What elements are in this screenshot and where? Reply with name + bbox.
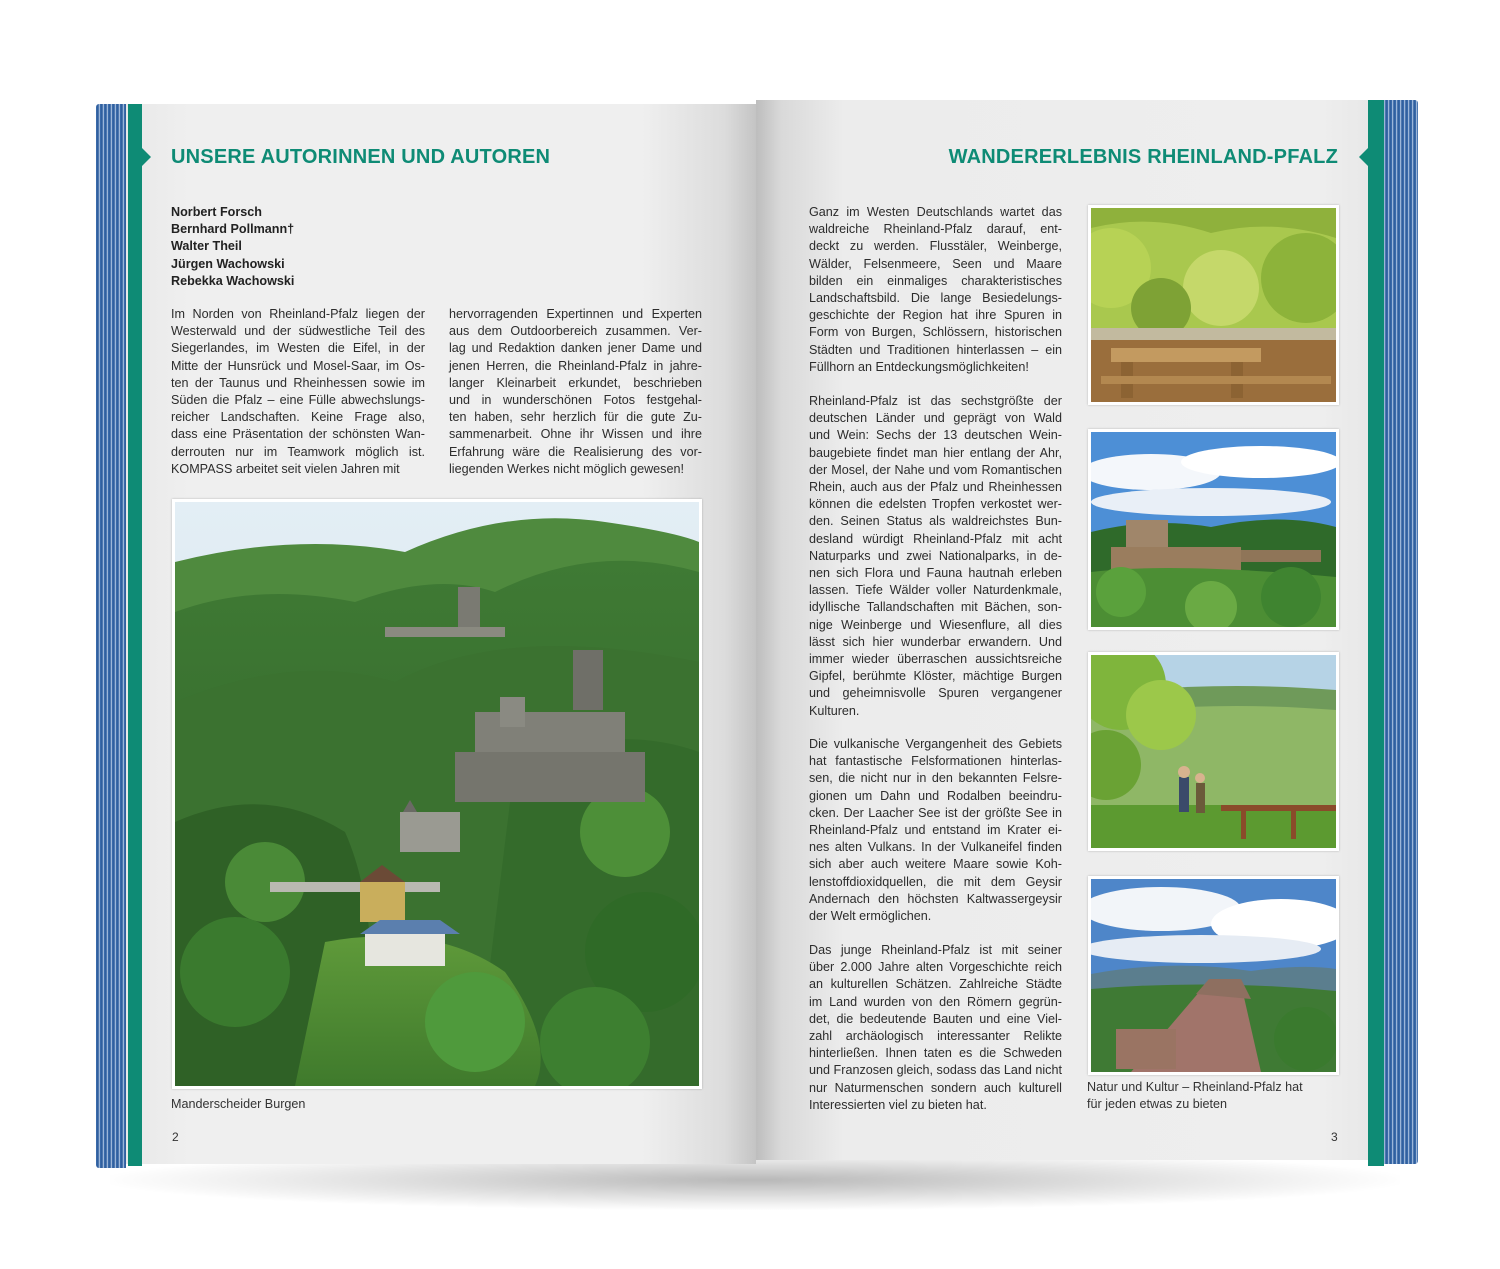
text-line: bilden ein einmaliges charakteristisches: [809, 273, 1062, 288]
text-line: Das junge Rheinland-Pfalz ist mit seiner: [809, 943, 1062, 957]
text-line: Landschaftsbild. Die lange Besiedelungs-: [809, 291, 1062, 306]
intro-column-1: [171, 306, 425, 478]
text-line: können die edelsten Tropfen verkostet wer-: [809, 497, 1062, 512]
text-line: Wälder, Felsenmeere, Seen und Maare: [809, 256, 1062, 271]
text-line: Rheinland-Pfalz ist das sechstgrößte der: [809, 394, 1062, 408]
text-line: über 2.000 Jahre alten Vorgeschichte reich: [809, 960, 1062, 975]
text-line: hinterließen. Ihnen taten es die Schweden: [809, 1046, 1062, 1061]
text-line: der Mosel, der Nahe und vom Romantischen: [809, 462, 1062, 477]
text-line: ten haben, sehr herzlich für die gute Zu-: [449, 410, 702, 425]
author-item: Bernhard Pollmann†: [171, 222, 295, 237]
text-line: idyllische Tallandschaften mit Bächen, son-: [809, 600, 1062, 615]
text-line: KOMPASS arbeitet seit vielen Jahren mit: [171, 461, 400, 476]
heading-marker-right: [1359, 148, 1368, 166]
text-line: desland würdigt Rheinland-Pfalz mit acht: [809, 531, 1062, 546]
text-line: langer Kleinarbeit erkundet, beschrieben: [449, 375, 702, 390]
text-line: für jeden etwas zu bieten: [1087, 1097, 1228, 1112]
text-line: hervorragenden Expertinnen und Experten: [449, 307, 702, 321]
text-line: sammenarbeit. Ohne ihr Wissen und ihre: [449, 427, 702, 442]
text-line: geschichte der Region hat ihre Spuren in: [809, 308, 1062, 323]
text-line: Rhein, auch aus der Pfalz und Rheinhessen: [809, 480, 1062, 495]
book-edge-right: [1384, 100, 1418, 1164]
text-line: Siegerlandes, im Westen die Eifel, in der: [171, 341, 425, 356]
right-paragraph-3: [809, 736, 1062, 925]
author-item: Norbert Forsch: [171, 205, 262, 219]
text-line: Kulturen.: [809, 703, 860, 718]
photo-hikers-viewpoint: [1088, 652, 1339, 851]
text-line: Westerwald und der südwestliche Teil des: [171, 324, 425, 339]
text-line: Naturparks und zwei Nationalparks, in de-: [809, 548, 1062, 563]
text-line: Gipfel, berühmte Klöster, mächtige Burgen: [809, 669, 1062, 684]
text-line: lenstoffdioxidquellen, die mit dem Geysir: [809, 874, 1062, 889]
text-line: immer wieder überraschen aussichtsreiche: [809, 652, 1062, 667]
right-photo-caption: [1087, 1079, 1303, 1113]
author-item: Rebekka Wachowski: [171, 273, 295, 288]
text-line: gionen um Dahn und Rodalben beeindru-: [809, 788, 1062, 803]
text-line: liegenden Werkes nicht möglich gewesen!: [449, 461, 684, 476]
text-line: an kulturellen Schätzen. Zahlreiche Städte: [809, 977, 1062, 992]
left-page-heading: UNSERE AUTORINNEN UND AUTOREN: [171, 146, 551, 168]
text-line: derrouten nur im Teamwork möglich ist.: [171, 444, 425, 459]
text-line: deutschen Länder und geprägt von Wald: [809, 411, 1062, 426]
text-line: Mitte der Hunsrück und Mosel-Saar, im Os-: [171, 358, 425, 373]
text-line: dass eine Präsentation der schönsten Wan-: [171, 427, 425, 442]
text-line: Natur und Kultur – Rheinland-Pfalz hat: [1087, 1080, 1303, 1094]
accent-bar-right: [1368, 100, 1384, 1166]
right-paragraph-2: [809, 393, 1062, 720]
text-line: Füllhorn an Entdeckungsmöglichkeiten!: [809, 359, 1029, 374]
photo-castle-wall-view: [1088, 876, 1339, 1075]
text-line: Im Norden von Rheinland-Pfalz liegen der: [171, 307, 425, 321]
left-photo-caption: Manderscheider Burgen: [171, 1097, 306, 1111]
text-line: zahl archäologisch interessanter Relikte: [809, 1029, 1062, 1044]
text-line: im Land wurden von den Römern gegrün-: [809, 994, 1062, 1009]
heading-marker-left: [142, 148, 151, 166]
text-line: lässt sich hier wunderbar erwandern. Und: [809, 634, 1062, 649]
accent-bar-left: [128, 104, 142, 1166]
page-number-right: 3: [1331, 1130, 1338, 1144]
text-line: Erfahrung wäre die Realisierung des vor-: [449, 444, 702, 459]
text-line: nes alten Vulkans. In der Vulkaneifel finden: [809, 840, 1062, 855]
text-line: der Welt ermöglichen.: [809, 909, 932, 924]
text-line: aus dem Outdoorbereich zusammen. Ver-: [449, 324, 702, 339]
text-line: lassen. Tiefe Wälder voller Naturdenkmale,: [809, 583, 1062, 598]
intro-column-2: [449, 306, 702, 478]
photo-castle-ruin: [1088, 429, 1339, 630]
right-paragraph-4: [809, 942, 1062, 1114]
text-line: nen sich Flora und Fauna hautnah erleben: [809, 566, 1062, 581]
text-line: Die vulkanische Vergangenheit des Gebiets: [809, 737, 1062, 751]
page-number-left: 2: [172, 1130, 179, 1144]
text-line: und in wunderschönen Fotos festgehal-: [449, 393, 702, 408]
text-line: sen, die nicht nur in den bekannten Felsre-: [809, 771, 1062, 786]
text-line: waldreiche Rheinland-Pfalz darauf, ent-: [809, 222, 1062, 237]
text-line: Form von Burgen, Schlössern, historischen: [809, 325, 1062, 340]
text-line: Andernach den höchsten Kaltwassergeysir: [809, 891, 1062, 906]
book-edge-left: [96, 104, 126, 1168]
text-line: baugebiete findet man hier entlang der Ahr,: [809, 445, 1062, 460]
text-line: deckt zu werden. Flusstäler, Weinberge,: [809, 239, 1062, 254]
text-line: lag und Redaktion danken jener Dame und: [449, 341, 702, 356]
right-paragraph-1: [809, 204, 1062, 376]
text-line: det, die bedeutende Bauten und eine Viel-: [809, 1011, 1062, 1026]
text-line: jenen Herren, die Rheinland-Pfalz in jahre-: [449, 358, 702, 373]
text-line: nur Naturmenschen sondern auch kulturell: [809, 1080, 1062, 1095]
text-line: Ganz im Westen Deutschlands wartet das: [809, 205, 1062, 219]
photo-manderscheid-castles: [172, 499, 702, 1089]
text-line: Rheinland-Pfalz und entstand im Krater ei-: [809, 823, 1062, 838]
text-line: Städten und Traditionen hinterlassen – ein: [809, 342, 1062, 357]
text-line: und geheimnisvolle Spuren vergangener: [809, 686, 1062, 701]
text-line: hat fantastische Felsformationen hinterlas-: [809, 754, 1062, 769]
author-item: Walter Theil: [171, 239, 242, 254]
author-item: Jürgen Wachowski: [171, 256, 285, 271]
text-line: reicher Landschaften. Keine Frage also,: [171, 410, 425, 425]
text-line: Süden die Pfalz – eine Fülle abwechslungs-: [171, 393, 425, 408]
text-line: sich aber auch weitere Maare sowie Koh-: [809, 857, 1062, 872]
right-page-heading: WANDERERLEBNIS RHEINLAND-PFALZ: [948, 146, 1338, 168]
text-line: und Wein: Sechs der 13 deutschen Wein-: [809, 428, 1062, 443]
text-line: nige Weinberge und Wiesenflure, all dies: [809, 617, 1062, 632]
text-line: ten der Taunus und Rheinhessen sowie im: [171, 375, 425, 390]
photo-forest-bench: [1088, 205, 1339, 405]
text-line: Interessierten viel zu bieten hat.: [809, 1097, 987, 1112]
text-line: den. Seinen Status als waldreichstes Bun-: [809, 514, 1062, 529]
text-line: und Franzosen gleich, sodass das Land nicht: [809, 1063, 1062, 1078]
author-list: [171, 204, 294, 290]
text-line: cken. Der Laacher See ist der größte See in: [809, 805, 1062, 820]
